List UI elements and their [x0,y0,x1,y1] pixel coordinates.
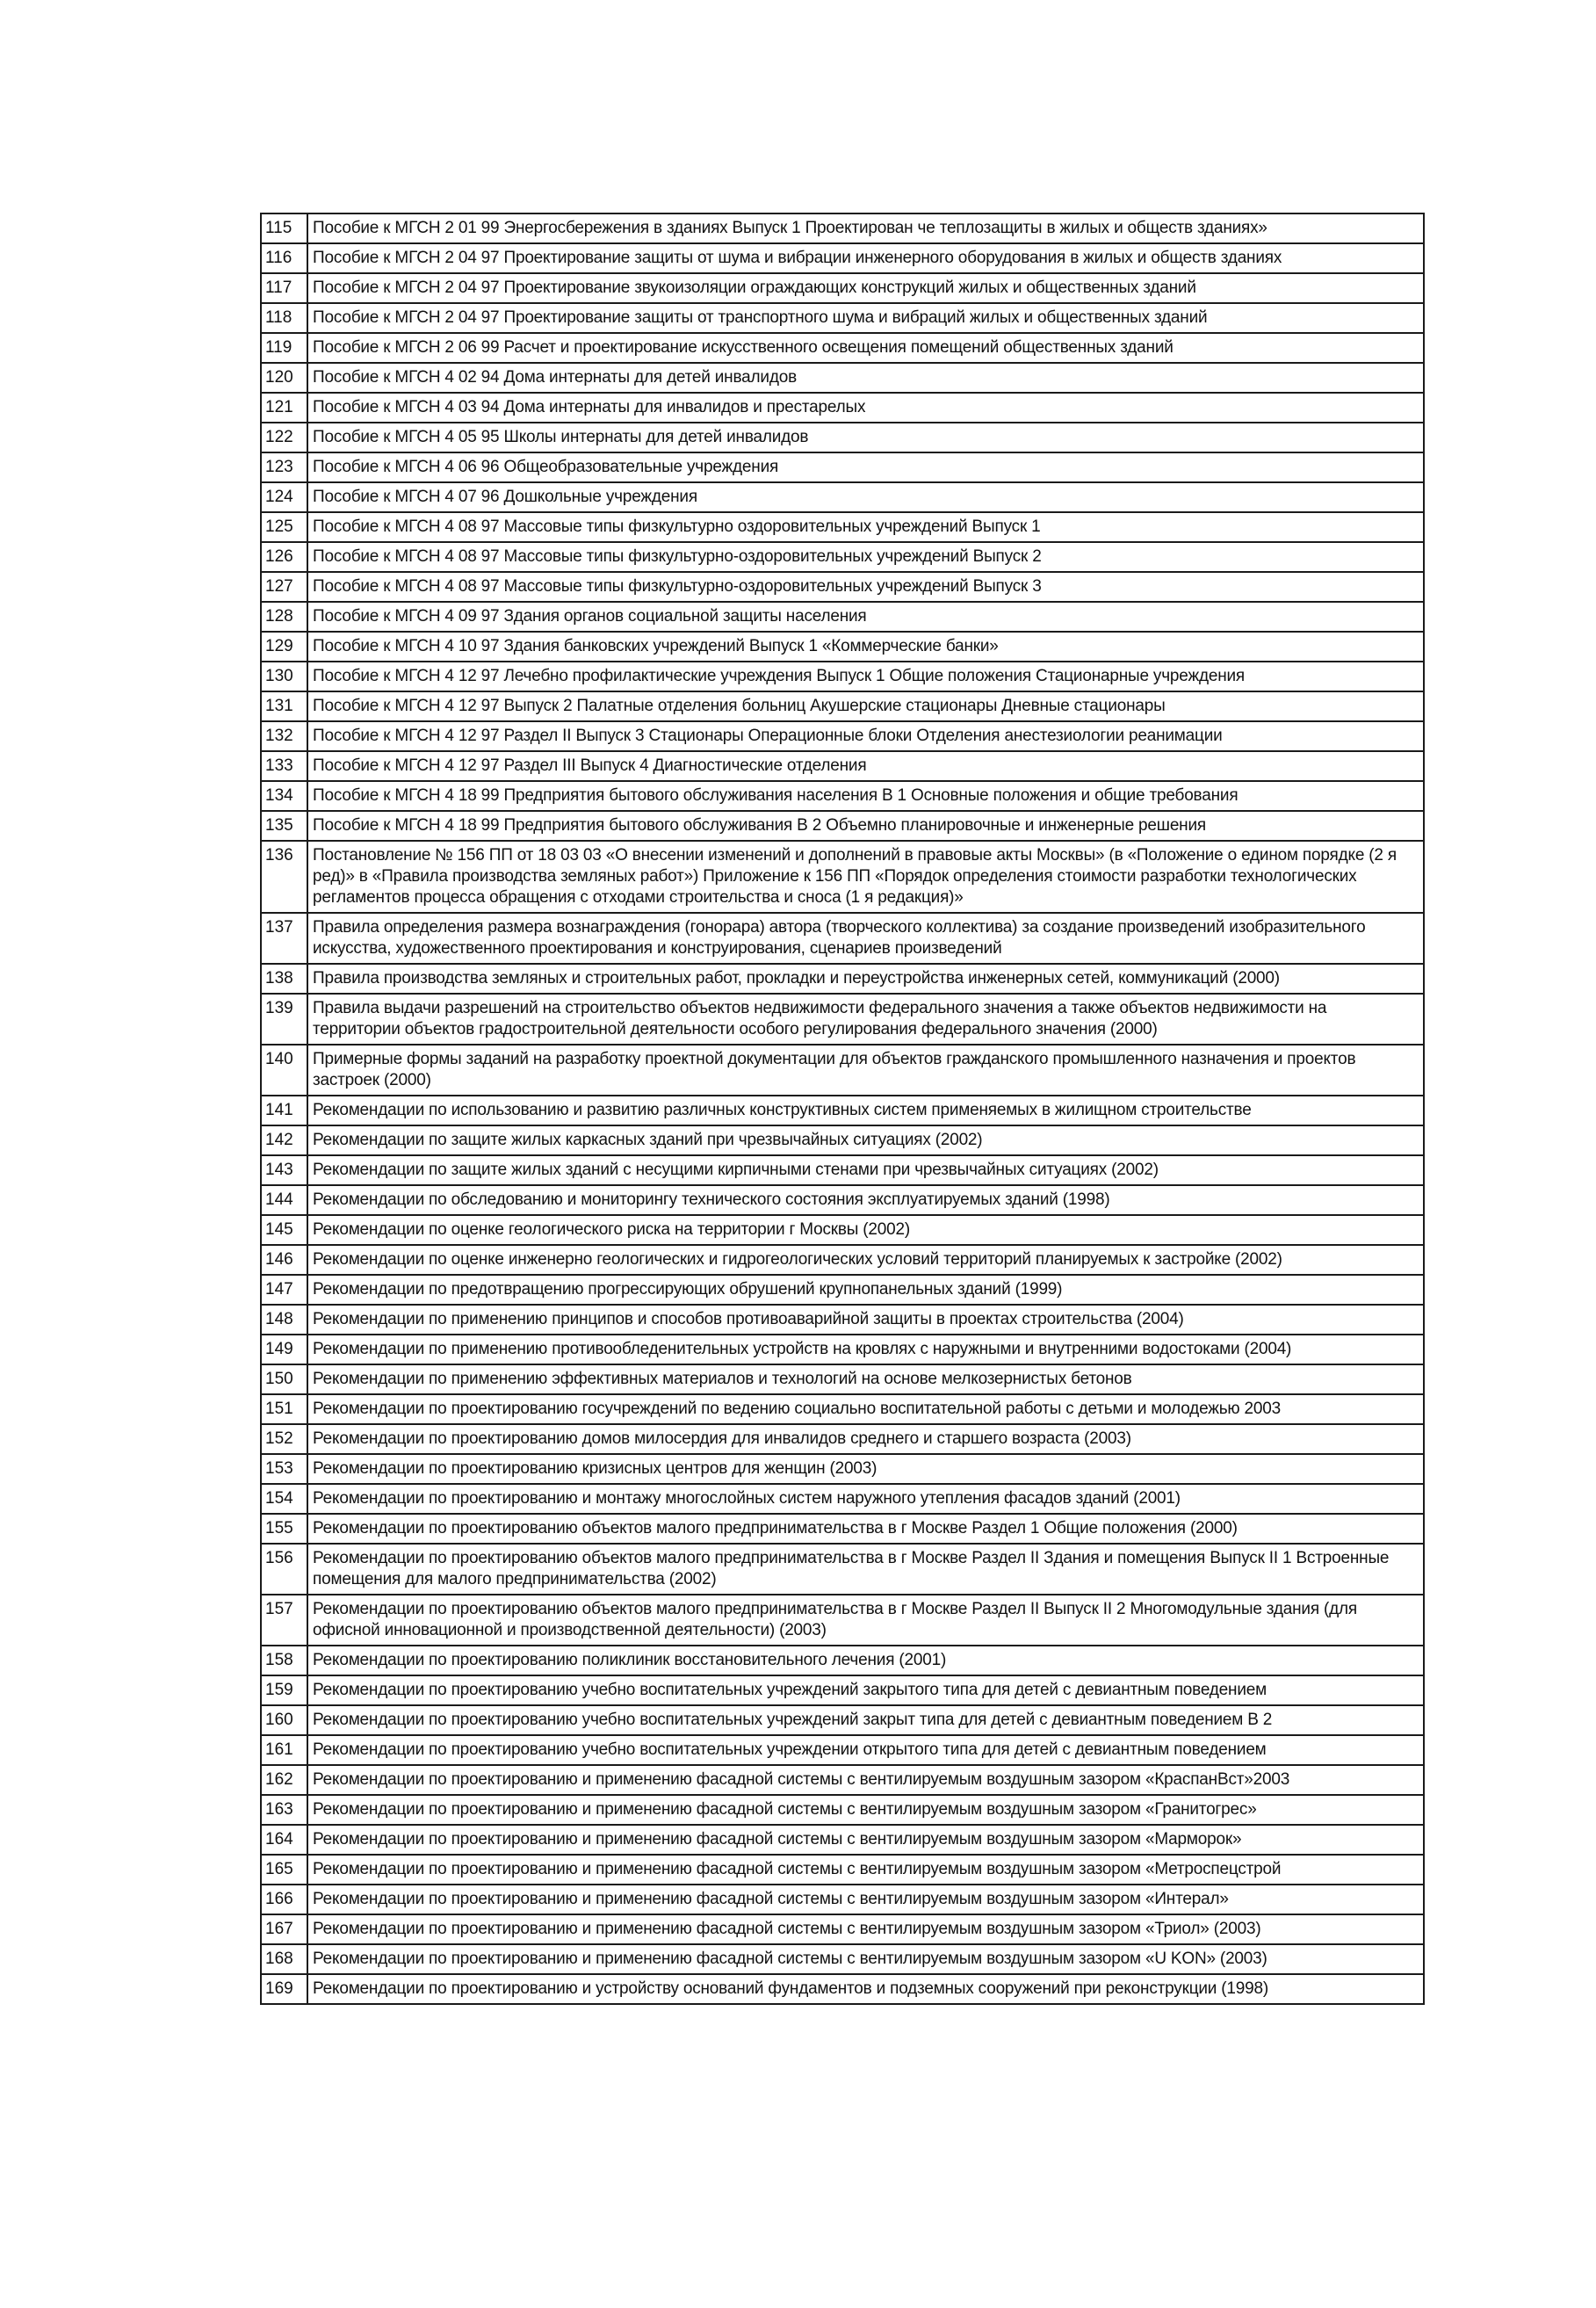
document-title: Рекомендации по обследованию и мониторингу технического состояния эксплуатируемых зданий (1998) [307,1185,1424,1215]
document-title: Рекомендации по проектированию и применению фасадной системы с вентилируемым воздушным зазором «КраспанВст»2003 [307,1765,1424,1795]
document-title: Пособие к МГСН 4 08 97 Массовые типы физкультурно-оздоровительных учреждений Выпуск 2 [307,542,1424,572]
document-title: Рекомендации по проектированию и применению фасадной системы с вентилируемым воздушным зазором «Гранитогрес» [307,1795,1424,1825]
table-row [261,1765,1424,1795]
row-number: 164 [261,1825,307,1855]
document-title: Пособие к МГСН 4 03 94 Дома интернаты для инвалидов и престарелых [307,393,1424,423]
table-row [261,1454,1424,1484]
row-number: 153 [261,1454,307,1484]
document-title: Пособие к МГСН 2 04 97 Проектирование звукоизоляции ограждающих конструкций жилых и общественных зданий [307,273,1424,303]
document-title: Рекомендации по проектированию учебно воспитательных учреждении открытого типа для детей с девиантным поведением [307,1735,1424,1765]
table-row [261,1045,1424,1096]
table-row [261,1096,1424,1125]
document-title: Пособие к МГСН 4 07 96 Дошкольные учреждения [307,482,1424,512]
row-number: 123 [261,452,307,482]
document-title: Рекомендации по проектированию и применению фасадной системы с вентилируемым воздушным зазором «U KON» (2003) [307,1944,1424,1974]
document-title: Рекомендации по проектированию и применению фасадной системы с вентилируемым воздушным зазором «Интерал» [307,1885,1424,1914]
row-number: 141 [261,1096,307,1125]
row-number: 129 [261,632,307,662]
table-row [261,1514,1424,1544]
table-row [261,393,1424,423]
row-number: 139 [261,994,307,1045]
row-number: 137 [261,913,307,964]
row-number: 150 [261,1364,307,1394]
table-row [261,1335,1424,1364]
table-row [261,213,1424,243]
table-row [261,1185,1424,1215]
document-title: Рекомендации по проектированию домов милосердия для инвалидов среднего и старшего возраста (2003) [307,1424,1424,1454]
row-number: 165 [261,1855,307,1885]
row-number: 157 [261,1595,307,1646]
table-row [261,1215,1424,1245]
document-title: Рекомендации по проектированию госучреждений по ведению социально воспитательной работы с детьми и молодежью 2003 [307,1394,1424,1424]
document-title: Пособие к МГСН 4 12 97 Лечебно профилактические учреждения Выпуск 1 Общие положения Стационарные учреждения [307,662,1424,691]
document-title: Пособие к МГСН 4 12 97 Раздел III Выпуск 4 Диагностические отделения [307,751,1424,781]
row-number: 145 [261,1215,307,1245]
table-row [261,542,1424,572]
row-number: 136 [261,841,307,913]
table-row [261,721,1424,751]
row-number: 147 [261,1275,307,1305]
row-number: 168 [261,1944,307,1974]
row-number: 143 [261,1155,307,1185]
row-number: 126 [261,542,307,572]
document-title: Рекомендации по применению принципов и способов противоаварийной защиты в проектах строительства (2004) [307,1305,1424,1335]
row-number: 155 [261,1514,307,1544]
row-number: 156 [261,1544,307,1595]
row-number: 149 [261,1335,307,1364]
table-row [261,1155,1424,1185]
row-number: 161 [261,1735,307,1765]
document-title: Пособие к МГСН 2 04 97 Проектирование защиты от шума и вибрации инженерного оборудования в жилых и обществ зданиях [307,243,1424,273]
row-number: 154 [261,1484,307,1514]
table-row [261,1394,1424,1424]
row-number: 133 [261,751,307,781]
table-row [261,452,1424,482]
document-title: Рекомендации по проектированию кризисных центров для женщин (2003) [307,1454,1424,1484]
row-number: 124 [261,482,307,512]
document-title: Рекомендации по проектированию объектов малого предпринимательства в г Москве Раздел II Здания и помещения Выпуск II 1 Встроенные помещения для малого предпринимательства (2002) [307,1544,1424,1595]
row-number: 167 [261,1914,307,1944]
document-title: Рекомендации по проектированию и применению фасадной системы с вентилируемым воздушным зазором «Триол» (2003) [307,1914,1424,1944]
table-row [261,994,1424,1045]
document-title: Пособие к МГСН 2 06 99 Расчет и проектирование искусственного освещения помещений общественных зданий [307,333,1424,363]
document-title: Рекомендации по проектированию и применению фасадной системы с вентилируемым воздушным зазором «Марморок» [307,1825,1424,1855]
document-title: Пособие к МГСН 4 12 97 Раздел II Выпуск 3 Стационары Операционные блоки Отделения анестезиологии реанимации [307,721,1424,751]
row-number: 122 [261,423,307,452]
document-title: Пособие к МГСН 4 06 96 Общеобразовательные учреждения [307,452,1424,482]
row-number: 158 [261,1646,307,1675]
table-row [261,1855,1424,1885]
row-number: 159 [261,1675,307,1705]
table-row [261,811,1424,841]
document-title: Рекомендации по применению эффективных материалов и технологий на основе мелкозернистых бетонов [307,1364,1424,1394]
document-title: Пособие к МГСН 4 08 97 Массовые типы физкультурно-оздоровительных учреждений Выпуск 3 [307,572,1424,602]
row-number: 120 [261,363,307,393]
row-number: 115 [261,213,307,243]
document-title: Пособие к МГСН 2 04 97 Проектирование защиты от транспортного шума и вибраций жилых и общественных зданий [307,303,1424,333]
document-title: Рекомендации по проектированию объектов малого предпринимательства в г Москве Раздел 1 Общие положения (2000) [307,1514,1424,1544]
table-row [261,1305,1424,1335]
document-title: Постановление № 156 ПП от 18 03 03 «О внесении изменений и дополнений в правовые акты Москвы» (в «Положение о едином порядке (2 я ред)» в «Правила производства земляных работ») Приложение к 156 ПП «Порядок определения стоимости разработки технологических регламентов процесса обращения с отходами строительства и сноса (1 я редакция)» [307,841,1424,913]
table-row [261,632,1424,662]
table-row [261,691,1424,721]
document-title: Примерные формы заданий на разработку проектной документации для объектов гражданского промышленного назначения и проектов застроек (2000) [307,1045,1424,1096]
row-number: 142 [261,1125,307,1155]
table-row [261,602,1424,632]
document-table [260,213,1425,2005]
table-row [261,1885,1424,1914]
document-title: Рекомендации по защите жилых каркасных зданий при чрезвычайных ситуациях (2002) [307,1125,1424,1155]
document-title: Правила определения размера вознаграждения (гонорара) автора (творческого коллектива) за создание произведений изобразительного искусства, художественного проектирования и конструирования, сценариев произведений [307,913,1424,964]
document-title: Рекомендации по проектированию и монтажу многослойных систем наружного утепления фасадов зданий (2001) [307,1484,1424,1514]
document-title: Пособие к МГСН 4 18 99 Предприятия бытового обслуживания населения В 1 Основные положения и общие требования [307,781,1424,811]
row-number: 117 [261,273,307,303]
table-row [261,913,1424,964]
document-title: Рекомендации по проектированию учебно воспитательных учреждений закрытого типа для детей с девиантным поведением [307,1675,1424,1705]
table-row [261,1245,1424,1275]
document-title: Рекомендации по проектированию учебно воспитательных учреждений закрыт типа для детей с девиантным поведением В 2 [307,1705,1424,1735]
row-number: 151 [261,1394,307,1424]
table-row [261,423,1424,452]
document-table-body [261,213,1424,2004]
document-title: Рекомендации по защите жилых зданий с несущими кирпичными стенами при чрезвычайных ситуациях (2002) [307,1155,1424,1185]
document-title: Рекомендации по использованию и развитию различных конструктивных систем применяемых в жилищном строительстве [307,1096,1424,1125]
table-row [261,1974,1424,2004]
table-row [261,1544,1424,1595]
document-title: Рекомендации по проектированию и устройству оснований фундаментов и подземных сооружений при реконструкции (1998) [307,1974,1424,2004]
document-title: Пособие к МГСН 4 08 97 Массовые типы физкультурно оздоровительных учреждений Выпуск 1 [307,512,1424,542]
table-row [261,1275,1424,1305]
table-row [261,572,1424,602]
row-number: 125 [261,512,307,542]
document-title: Правила производства земляных и строительных работ, прокладки и переустройства инженерных сетей, коммуникаций (2000) [307,964,1424,994]
row-number: 121 [261,393,307,423]
table-row [261,1364,1424,1394]
table-row [261,1484,1424,1514]
row-number: 131 [261,691,307,721]
row-number: 130 [261,662,307,691]
row-number: 148 [261,1305,307,1335]
row-number: 135 [261,811,307,841]
table-row [261,333,1424,363]
table-row [261,363,1424,393]
document-title: Рекомендации по оценке геологического риска на территории г Москвы (2002) [307,1215,1424,1245]
table-row [261,841,1424,913]
document-title: Рекомендации по проектированию объектов малого предпринимательства в г Москве Раздел II Выпуск II 2 Многомодульные здания (для офисной инновационной и производственной деятельности) (2003) [307,1595,1424,1646]
table-row [261,482,1424,512]
document-title: Правила выдачи разрешений на строительство объектов недвижимости федерального значения а также объектов недвижимости на территории объектов градостроительной деятельности особого регулирования федерального значения (2000) [307,994,1424,1045]
row-number: 127 [261,572,307,602]
document-title: Пособие к МГСН 4 09 97 Здания органов социальной защиты населения [307,602,1424,632]
table-row [261,1914,1424,1944]
table-row [261,273,1424,303]
document-title: Рекомендации по оценке инженерно геологических и гидрогеологических условий территорий планируемых к застройке (2002) [307,1245,1424,1275]
row-number: 166 [261,1885,307,1914]
table-row [261,964,1424,994]
table-row [261,1944,1424,1974]
table-row [261,243,1424,273]
row-number: 152 [261,1424,307,1454]
table-row [261,1825,1424,1855]
row-number: 134 [261,781,307,811]
row-number: 146 [261,1245,307,1275]
document-title: Рекомендации по применению противообледенительных устройств на кровлях с наружными и внутренними водостоками (2004) [307,1335,1424,1364]
table-row [261,1125,1424,1155]
row-number: 144 [261,1185,307,1215]
document-title: Пособие к МГСН 2 01 99 Энергосбережения в зданиях Выпуск 1 Проектирован че теплозащиты в жилых и обществ зданиях» [307,213,1424,243]
document-title: Пособие к МГСН 4 18 99 Предприятия бытового обслуживания В 2 Объемно планировочные и инженерные решения [307,811,1424,841]
row-number: 128 [261,602,307,632]
row-number: 118 [261,303,307,333]
document-title: Рекомендации по проектированию и применению фасадной системы с вентилируемым воздушным зазором «Метроспецстрой [307,1855,1424,1885]
table-row [261,781,1424,811]
row-number: 162 [261,1765,307,1795]
table-row [261,1424,1424,1454]
table-row [261,1646,1424,1675]
document-title: Рекомендации по предотвращению прогрессирующих обрушений крупнопанельных зданий (1999) [307,1275,1424,1305]
table-row [261,1595,1424,1646]
document-title: Пособие к МГСН 4 10 97 Здания банковских учреждений Выпуск 1 «Коммерческие банки» [307,632,1424,662]
document-title: Рекомендации по проектированию поликлиник восстановительного лечения (2001) [307,1646,1424,1675]
row-number: 116 [261,243,307,273]
table-row [261,1705,1424,1735]
row-number: 140 [261,1045,307,1096]
row-number: 132 [261,721,307,751]
document-title: Пособие к МГСН 4 02 94 Дома интернаты для детей инвалидов [307,363,1424,393]
document-title: Пособие к МГСН 4 05 95 Школы интернаты для детей инвалидов [307,423,1424,452]
table-row [261,303,1424,333]
row-number: 138 [261,964,307,994]
row-number: 169 [261,1974,307,2004]
table-row [261,751,1424,781]
table-row [261,1735,1424,1765]
row-number: 163 [261,1795,307,1825]
table-row [261,1675,1424,1705]
document-title: Пособие к МГСН 4 12 97 Выпуск 2 Палатные отделения больниц Акушерские стационары Дневные стационары [307,691,1424,721]
table-row [261,1795,1424,1825]
row-number: 119 [261,333,307,363]
table-row [261,662,1424,691]
row-number: 160 [261,1705,307,1735]
table-row [261,512,1424,542]
